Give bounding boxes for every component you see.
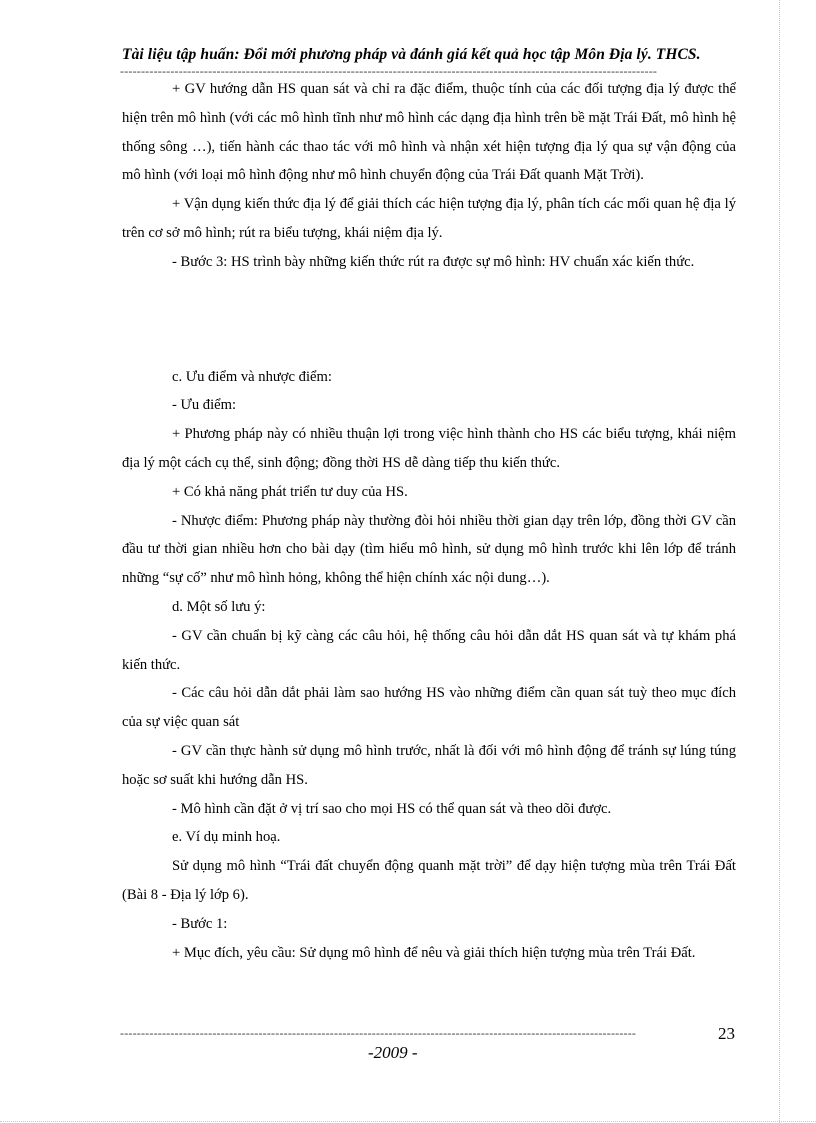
section-heading-d: d. Một số lưu ý: bbox=[172, 598, 266, 615]
section-heading-c: c. Ưu điểm và nhược điểm: bbox=[172, 368, 332, 385]
paragraph-gv-guide: + GV hướng dẫn HS quan sát và chỉ ra đặc điểm, thuộc tính của các đối tượng địa lý được thể hiện trên mô hình (với các mô hình tĩnh như mô hình các dạng địa hình trên bề mặt Trái Đất, mô hình hệ thống sông …), tiến hành các thao tác với mô hình và nhận xét hiện tượng địa lý qua sự vận động của mô hình (với loại mô hình động như mô hình chuyển động của Trái Đất quanh Mặt Trời). bbox=[122, 81, 736, 184]
paragraph-note-1: - GV cần chuẩn bị kỹ càng các câu hỏi, hệ thống câu hỏi dẫn dắt HS quan sát và tự khám phá kiến thức. bbox=[122, 627, 736, 673]
footer-year: -2009 - bbox=[368, 1043, 418, 1062]
paragraph-step-1: - Bước 1: bbox=[172, 915, 228, 932]
page-edge-bottom bbox=[0, 1121, 816, 1122]
paragraph-purpose: + Mục đích, yêu cầu: Sử dụng mô hình để nêu và giải thích hiện tượng mùa trên Trái Đất. bbox=[172, 944, 696, 961]
paragraph-example: Sử dụng mô hình “Trái đất chuyển động quanh mặt trời” để dạy hiện tượng mùa trên Trái Đất (Bài 8 - Địa lý lớp 6). bbox=[122, 858, 736, 903]
header-rule: -------------------------------------------------------------------------------------------------------------------------------- bbox=[120, 64, 658, 78]
paragraph-disadvantages: - Nhược điểm: Phương pháp này thường đòi hỏi nhiều thời gian dạy trên lớp, đồng thời GV cần đầu tư thời gian nhiều hơn cho bài dạy (tìm hiểu mô hình, sử dụng mô hình trước khi lên lớp để tránh những “sự cố” như mô hình hỏng, không thể hiện chính xác nội dung…). bbox=[122, 512, 736, 587]
paragraph-apply-knowledge: + Vận dụng kiến thức địa lý để giải thích các hiện tượng địa lý, phân tích các mối quan hệ địa lý trên cơ sở mô hình; rút ra biểu tượng, khái niệm địa lý. bbox=[122, 196, 736, 241]
paragraph-step-3: - Bước 3: HS trình bày những kiến thức rút ra được sự mô hình: HV chuẩn xác kiến thức. bbox=[172, 253, 695, 270]
blank-gap bbox=[122, 277, 736, 363]
paragraph-advantage-2: + Có khả năng phát triển tư duy của HS. bbox=[172, 483, 408, 500]
page-number: 23 bbox=[718, 1024, 735, 1043]
paragraph-note-2: - Các câu hỏi dẫn dắt phải làm sao hướng HS vào những điểm cần quan sát tuỳ theo mục đích của sự việc quan sát bbox=[122, 685, 736, 731]
paragraph-note-4: - Mô hình cần đặt ở vị trí sao cho mọi HS có thể quan sát và theo dõi được. bbox=[172, 800, 612, 817]
document-body bbox=[122, 75, 736, 967]
paragraph-note-3: - GV cần thực hành sử dụng mô hình trước, nhất là đối với mô hình động để tránh sự lúng túng hoặc sơ suất khi hướng dẫn HS. bbox=[122, 742, 736, 788]
header-title: Tài liệu tập huấn: Đổi mới phương pháp và đánh giá kết quả học tập Môn Địa lý. THCS. bbox=[122, 46, 701, 63]
footer-rule: --------------------------------------------------------------------------------------------------------------------------- bbox=[120, 1026, 637, 1040]
subheading-advantages: - Ưu điểm: bbox=[172, 397, 237, 414]
section-heading-e: e. Ví dụ minh hoạ. bbox=[172, 829, 281, 846]
page-edge-right bbox=[779, 0, 780, 1123]
paragraph-advantage-1: + Phương pháp này có nhiều thuận lợi trong việc hình thành cho HS các biểu tượng, khái niệm địa lý một cách cụ thể, sinh động; đồng thời HS dễ dàng tiếp thu kiến thức. bbox=[122, 426, 736, 471]
